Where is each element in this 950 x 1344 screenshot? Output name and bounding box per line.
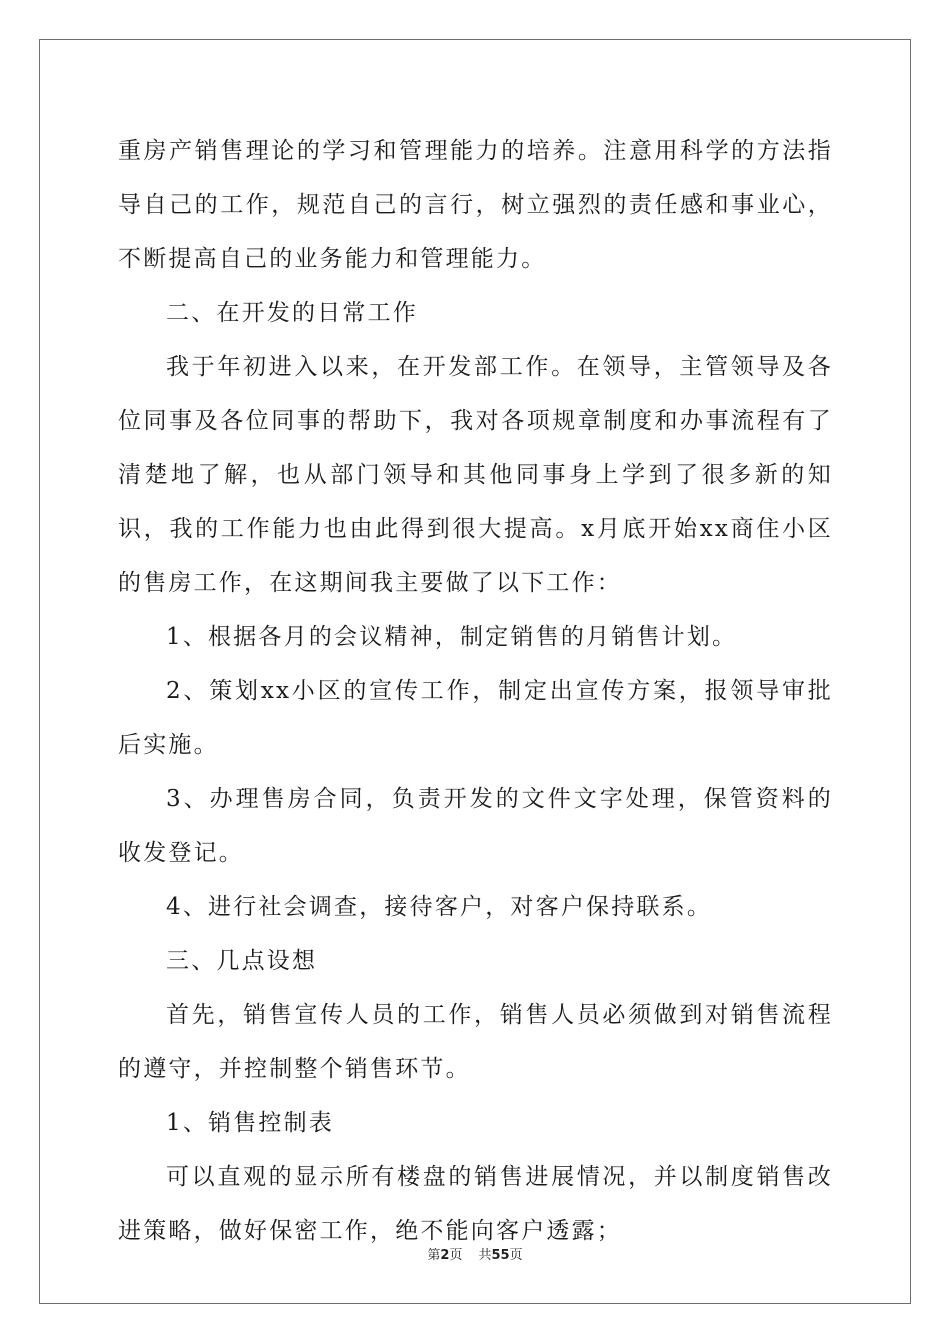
section-heading-3: 三、几点设想 xyxy=(166,948,318,974)
paragraph-work-summary: 我于年初进入以来，在开发部工作。在领导，主管领导及各位同事及各位同事的帮助下，我对各项规章制度和办事流程有了清楚地了解，也从部门领导和其他同事身上学到了很多新的知识，我的工作能力也由此得到很大提高。x月底开始xx商住小区的售房工作，在这期间我主要做了以下工作： xyxy=(118,354,833,596)
page-current: 2 xyxy=(440,1248,450,1263)
section-heading-2: 二、在开发的日常工作 xyxy=(166,300,418,326)
total-suffix: 页 xyxy=(509,1248,523,1263)
subheading-sales-control: 1、销售控制表 xyxy=(166,1110,335,1136)
list-item-4: 4、进行社会调查，接待客户，对客户保持联系。 xyxy=(166,894,713,920)
list-item-2: 2、策划xx小区的宣传工作，制定出宣传方案，报领导审批后实施。 xyxy=(118,678,833,758)
list-item-3: 3、办理售房合同，负责开发的文件文字处理，保管资料的收发登记。 xyxy=(118,786,833,866)
page-footer xyxy=(0,1244,950,1263)
page-prefix: 第 xyxy=(427,1248,441,1263)
paragraph-sales-control: 可以直观的显示所有楼盘的销售进展情况，并以制度销售改进策略，做好保密工作，绝不能向客户透露； xyxy=(118,1164,833,1244)
page-total: 55 xyxy=(491,1248,510,1263)
document-body xyxy=(118,124,833,1258)
paragraph-first-point: 首先，销售宣传人员的工作，销售人员必须做到对销售流程的遵守，并控制整个销售环节。 xyxy=(118,1002,833,1082)
page-suffix: 页 xyxy=(449,1248,463,1263)
total-prefix: 共 xyxy=(478,1248,492,1263)
list-item-1: 1、根据各月的会议精神，制定销售的月销售计划。 xyxy=(166,624,738,650)
paragraph-continuation: 重房产销售理论的学习和管理能力的培养。注意用科学的方法指导自己的工作，规范自己的言行，树立强烈的责任感和事业心，不断提高自己的业务能力和管理能力。 xyxy=(118,138,833,272)
